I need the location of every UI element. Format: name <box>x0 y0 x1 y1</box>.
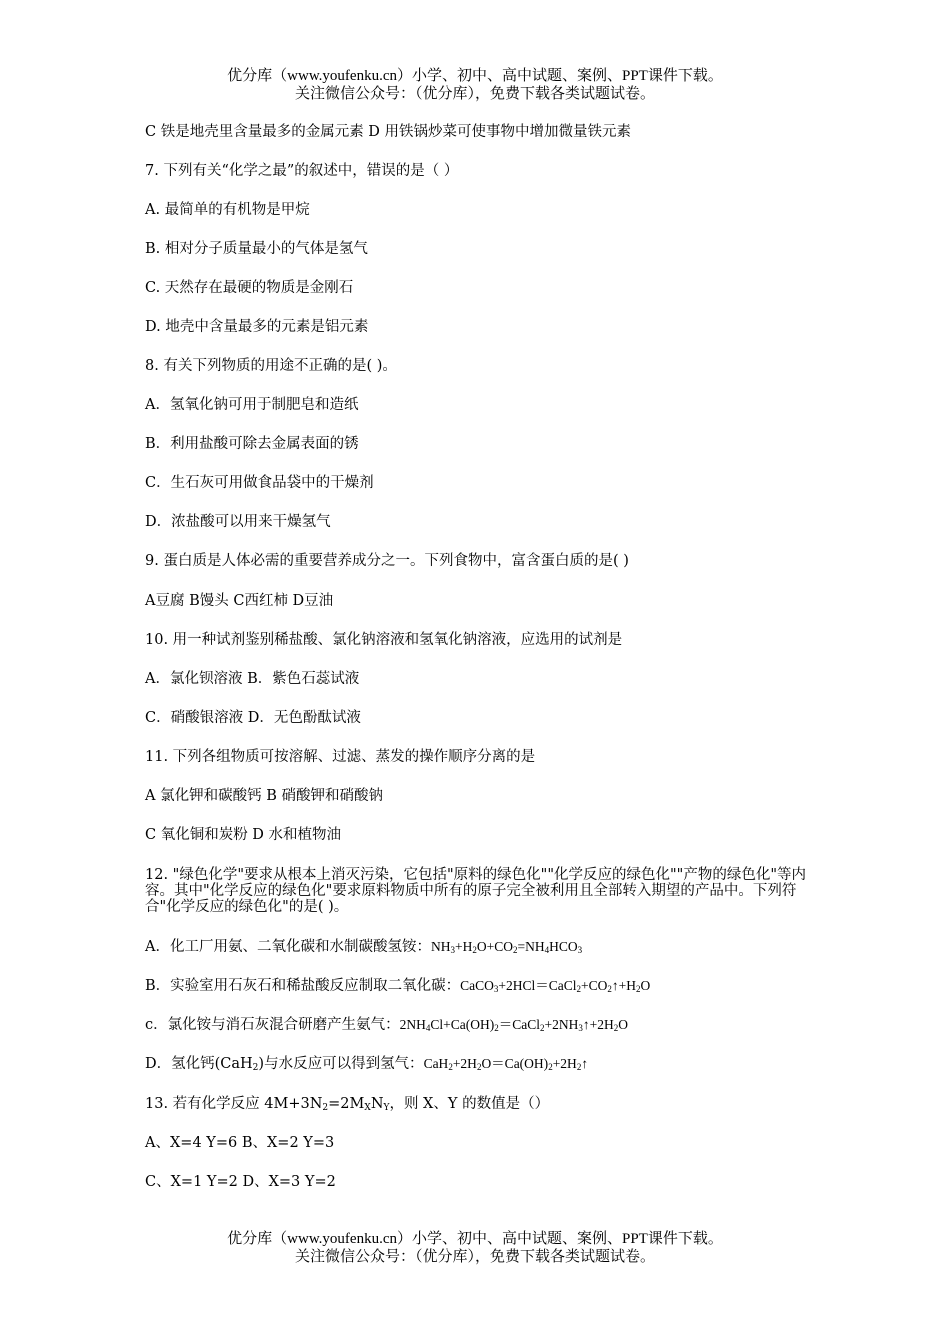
q6-options-cd: C 铁是地壳里含量最多的金属元素 D 用铁锅炒菜可使事物中增加微量铁元素 <box>145 124 632 140</box>
q13-stem-mid: =2M <box>328 1096 365 1112</box>
q13-options-ab: A、X=4 Y=6 B、X=2 Y=3 <box>145 1135 335 1151</box>
q12-option-a-text: A．化工厂用氨、二氧化碳和水制碳酸氢铵： <box>145 939 431 955</box>
q7-option-b: B. 相对分子质量最小的气体是氢气 <box>145 241 368 257</box>
q12-option-d: D．氢化钙(CaH$_2$)与水反应可以得到氢气：$CaH_2+2H_2O=Ca(OH)_2+2H_2↑$ <box>145 1056 589 1073</box>
q12-option-a-equation: $NH_3+H_2O+CO_2=NH_4HCO_3$ <box>430 939 583 955</box>
page-header <box>0 67 950 103</box>
q12-option-c-text: c．氯化铵与消石灰混合研磨产生氨气： <box>145 1017 400 1033</box>
footer-line-2: 关注微信公众号：（优分库），免费下载各类试题试卷。 <box>294 1249 655 1265</box>
q10-options-ab: A．氯化钡溶液 B．紫色石蕊试液 <box>145 671 360 687</box>
q11-stem: 11. 下列各组物质可按溶解、过滤、蒸发的操作顺序分离的是 <box>145 749 536 765</box>
q7-option-d: D. 地壳中含量最多的元素是铝元素 <box>145 319 369 335</box>
q10-stem: 10. 用一种试剂鉴别稀盐酸、氯化钠溶液和氢氧化钠溶液，应选用的试剂是 <box>145 632 623 648</box>
q13-stem: 13. 若有化学反应 $4M+3N_2=2M_XN_Y$，则 X、Y 的数值是（） <box>145 1096 550 1113</box>
q12-option-d-text: D．氢化钙(CaH <box>145 1056 253 1072</box>
q8-stem: 8. 有关下列物质的用途不正确的是( )。 <box>145 358 397 374</box>
q13-options-cd: C、X=1 Y=2 D、X=3 Y=2 <box>145 1174 336 1190</box>
header-line-1: 优分库（www.youfenku.cn）小学、初中、高中试题、案例、PPT课件下载。 <box>227 68 723 84</box>
footer-line-1: 优分库（www.youfenku.cn）小学、初中、高中试题、案例、PPT课件下载。 <box>227 1231 723 1247</box>
q12-option-d-text-2: )与水反应可以得到氢气： <box>258 1056 424 1072</box>
q8-option-c: C．生石灰可用做食品袋中的干燥剂 <box>145 475 374 491</box>
q12-option-c-equation: $2NH_4Cl+Ca(OH)_2=CaCl_2+2NH_3↑+2H_2O$ <box>399 1017 628 1033</box>
q11-options-cd: C 氧化铜和炭粉 D 水和植物油 <box>145 827 342 843</box>
q12-option-c <box>145 1016 810 1034</box>
q10-options-cd: C．硝酸银溶液 D．无色酚酞试液 <box>145 710 361 726</box>
q8-option-d: D．浓盐酸可以用来干燥氢气 <box>145 514 331 530</box>
q7-stem: 7. 下列有关“化学之最”的叙述中，错误的是（ ） <box>145 163 459 179</box>
q12-option-b-equation: $CaCO_3+2HCl=CaCl_2+CO_2↑+H_2O$ <box>460 978 651 994</box>
q8-option-b: B．利用盐酸可除去金属表面的锈 <box>145 436 359 452</box>
q8-option-a: A．氢氧化钠可用于制肥皂和造纸 <box>145 397 359 413</box>
q12-option-b-text: B．实验室用石灰石和稀盐酸反应制取二氧化碳： <box>145 978 461 994</box>
page-footer <box>0 1230 950 1266</box>
q9-stem: 9. 蛋白质是人体必需的重要营养成分之一。下列食物中，富含蛋白质的是( ) <box>145 553 629 569</box>
q12-option-b <box>145 977 810 995</box>
q12-option-d-equation: $CaH_2+2H_2O=Ca(OH)_2+2H_2↑$ <box>423 1056 589 1072</box>
q13-stem-suffix: ，则 X、Y 的数值是（） <box>389 1096 550 1112</box>
q9-options: A豆腐 B馒头 C西红柿 D豆油 <box>145 593 334 609</box>
q13-stem-prefix: 13. 若有化学反应 4M+3N <box>145 1096 323 1112</box>
q11-options-ab: A 氯化钾和碳酸钙 B 硝酸钾和硝酸钠 <box>145 788 383 804</box>
header-line-2: 关注微信公众号：（优分库），免费下载各类试题试卷。 <box>294 86 655 102</box>
q7-option-c: C. 天然存在最硬的物质是金刚石 <box>145 280 354 296</box>
q12-option-a <box>145 938 810 956</box>
q12-stem: 12. "绿色化学"要求从根本上消灭污染，它包括"原料的绿色化""化学反应的绿色化""产物的绿色化"等内容。其中"化学反应的绿色化"要求原料物质中所有的原子完全被利用且全部转入期望的产品中。下列符合"化学反应的绿色化"的是( )。 <box>145 867 807 915</box>
q7-option-a: A. 最简单的有机物是甲烷 <box>145 202 310 218</box>
